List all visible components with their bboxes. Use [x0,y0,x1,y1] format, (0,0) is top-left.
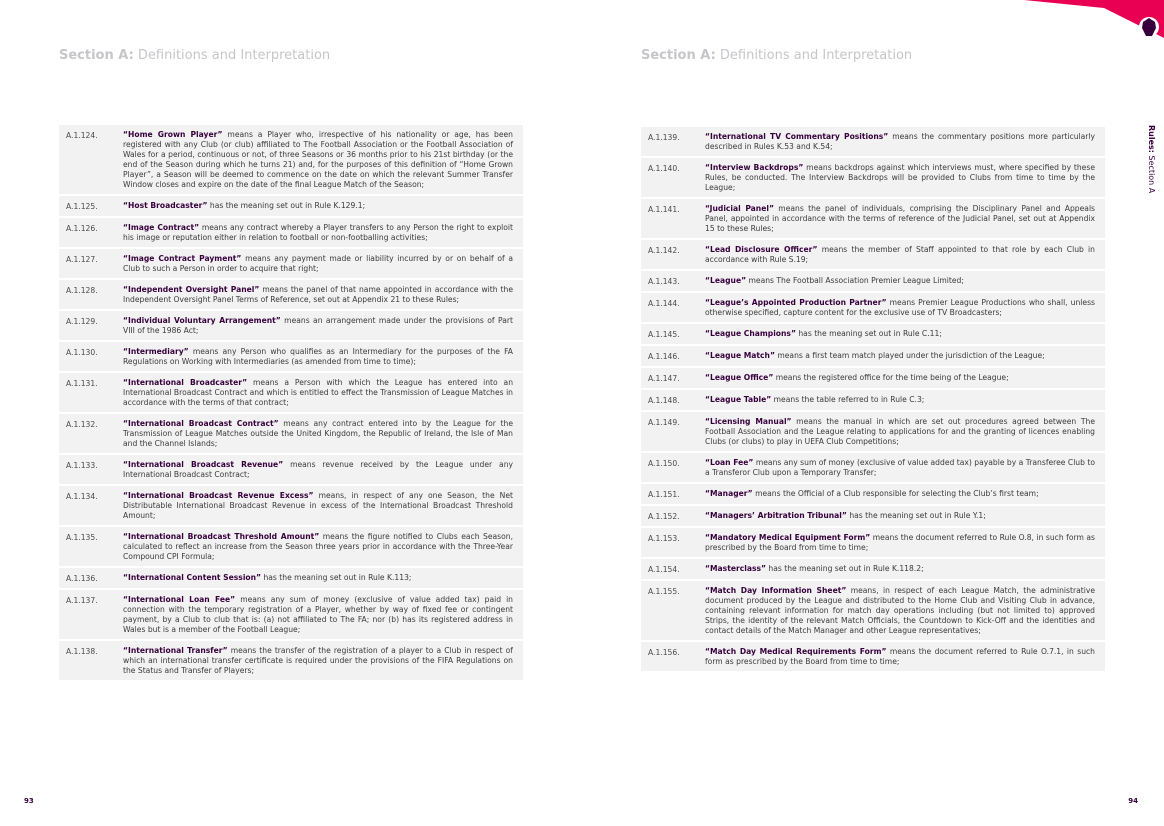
definition-text [705,298,1095,318]
defined-term: “League’s Appointed Production Partner” [705,298,887,307]
defined-term: “International Content Session” [123,573,262,582]
defined-term: “International Broadcast Revenue” [123,460,284,469]
defined-term: “International Transfer” [123,646,228,655]
definition-body: means the Official of a Club responsible for selecting the Club’s first team; [752,489,1039,498]
definition-row [641,293,1105,324]
definition-row [641,453,1105,484]
definition-number: A.1.156. [648,648,680,657]
defined-term: “Match Day Information Sheet” [705,586,847,595]
definition-number: A.1.136. [66,574,98,583]
definition-text [705,586,1095,636]
definition-body: means any sum of money (exclusive of value added tax) paid in connection with the temporary registration of a Player, whether by way of fixed fee or contingent payment, by a Club to club that is: (a) not affiliated to The FA; nor (b) has its registered address in Wales but is a member of the Football League; [123,595,513,634]
definition-text [123,646,513,676]
definition-row [641,390,1105,412]
definition-row [641,158,1105,199]
definition-row [59,527,523,568]
definition-row [641,528,1105,559]
definition-row [59,414,523,455]
definition-body: means the document referred to Rule O.8, in such form as prescribed by the Board from time to time; [705,533,1095,552]
definition-row [641,271,1105,293]
defined-term: “Judicial Panel” [705,204,774,213]
definition-text [705,204,1095,234]
definition-row [59,590,523,641]
definition-text [705,511,1095,522]
definition-row [641,412,1105,453]
defined-term: “Independent Oversight Panel” [123,285,260,294]
definition-body: has the meaning set out in Rule K.129.1; [207,201,366,210]
definition-row [59,455,523,486]
definition-text [123,532,513,562]
defined-term: “League Table” [705,395,772,404]
definition-text [705,395,1095,406]
definition-row [59,486,523,527]
definition-body: means an arrangement made under the provisions of Part VIII of the 1986 Act; [123,316,513,335]
definition-text [705,351,1095,362]
definition-body: means the table referred to in Rule C.3; [771,395,925,404]
defined-term: “Home Grown Player” [123,130,223,139]
defined-term: “Managers’ Arbitration Tribunal” [705,511,847,520]
definition-number: A.1.154. [648,565,680,574]
definition-number: A.1.147. [648,374,680,383]
defined-term: “International Broadcast Contract” [123,419,279,428]
definition-row [641,324,1105,346]
definition-body: means the figure notified to Clubs each Season, calculated to reflect an increase from the Season three years prior in accordance with the Three-Year Compound CPI Formula; [123,532,513,561]
definition-text [123,201,513,212]
definition-number: A.1.142. [648,246,680,255]
definition-row [641,642,1105,671]
definition-number: A.1.129. [66,317,98,326]
definition-body: means a Person with which the League has entered into an International Broadcast Contract and which is entitled to effect the Transmission of League Matches in accordance with the terms of that contract; [123,378,514,407]
definition-body: means the manual in which are set out procedures agreed between The Football Association and the League relating to applications for and the granting of licences enabling Clubs (or clubs) to play in UEFA Club Competitions; [705,417,1096,446]
definition-number: A.1.141. [648,205,680,214]
definition-row [59,280,523,311]
definition-number: A.1.131. [66,379,98,388]
defined-term: “Mandatory Medical Equipment Form” [705,533,871,542]
definition-number: A.1.127. [66,255,98,264]
definition-number: A.1.128. [66,286,98,295]
definition-number: A.1.155. [648,587,680,596]
page-number: 93 [24,797,34,805]
definition-number: A.1.135. [66,533,98,542]
definition-number: A.1.153. [648,534,680,543]
definition-body: has the meaning set out in Rule K.118.2; [765,564,924,573]
definition-body: means, in respect of each League Match, the administrative document produced by the League and distributed to the Home Club and Visiting Club in advance, containing relevant information for match day operations including (but not limited to) approved Strips, the identity of the relevant Match Officials, the Countdown to Kick-Off and the identities and contact details of the Match Manager and other League representatives; [705,586,1095,635]
definition-text [705,245,1095,265]
definition-body: means the member of Staff appointed to that role by each Club in accordance with Rule S.19; [705,245,1095,264]
defined-term: “International Broadcast Revenue Excess” [123,491,314,500]
definition-body: means the panel of that name appointed in accordance with the Independent Oversight Panel Terms of Reference, set out at Appendix 21 to these Rules; [123,285,513,304]
defined-term: “Image Contract Payment” [123,254,242,263]
definition-number: A.1.134. [66,492,98,501]
defined-term: “League Match” [705,351,775,360]
definition-body: means any payment made or liability incurred by or on behalf of a Club to such a Person in order to acquire that right; [123,254,513,273]
definition-row [641,240,1105,271]
definition-body: means the commentary positions more particularly described in Rules K.53 and K.54; [705,132,1095,151]
definitions-table [641,127,1105,671]
definition-number: A.1.146. [648,352,680,361]
definition-row [59,311,523,342]
defined-term: “Licensing Manual” [705,417,792,426]
definition-body: means, in respect of any one Season, the Net Distributable International Broadcast Revenue in excess of the International Broadcast Threshold Amount; [123,491,513,520]
definition-number: A.1.126. [66,224,98,233]
definition-body: means any contract whereby a Player transfers to any Person the right to exploit his image or reputation either in relation to football or non-footballing activities; [123,223,513,242]
defined-term: “League Champions” [705,329,796,338]
defined-term: “Loan Fee” [705,458,754,467]
definition-body: means the registered office for the time being of the League; [773,373,1009,382]
definition-body: means the transfer of the registration of a player to a Club in respect of which an international transfer certificate is required under the provisions of the FIFA Regulations on the Status and Transfer of Players; [123,646,513,675]
definition-text [123,595,513,635]
defined-term: “Interview Backdrops” [705,163,804,172]
definition-number: A.1.148. [648,396,680,405]
definition-number: A.1.150. [648,459,680,468]
definition-text [123,573,513,584]
definition-row [59,641,523,680]
defined-term: “Intermediary” [123,347,189,356]
definition-text [123,130,513,190]
defined-term: “Lead Disclosure Officer” [705,245,818,254]
definition-number: A.1.149. [648,418,680,427]
definition-number: A.1.139. [648,133,680,142]
definition-body: means a first team match played under the jurisdiction of the League; [774,351,1045,360]
definition-text [705,276,1095,287]
definition-number: A.1.151. [648,490,680,499]
definition-number: A.1.137. [66,596,98,605]
definition-text [705,489,1095,500]
defined-term: “International Broadcast Threshold Amount” [123,532,320,541]
corner-decoration [1024,0,1164,60]
definition-number: A.1.138. [66,647,98,656]
definition-text [123,316,513,336]
definition-number: A.1.140. [648,164,680,173]
defined-term: “League Office” [705,373,774,382]
definition-text [123,378,513,408]
definition-body: has the meaning set out in Rule Y.1; [846,511,986,520]
defined-term: “International TV Commentary Positions” [705,132,889,141]
definition-text [705,329,1095,340]
definition-row [641,368,1105,390]
definition-text [705,564,1095,575]
definition-row [59,218,523,249]
defined-term: “Host Broadcaster” [123,201,208,210]
lion-logo-icon [1139,17,1159,37]
definition-text [705,417,1095,447]
section-header: Section A: Definitions and Interpretation [59,48,331,63]
definition-text [705,533,1095,553]
definition-number: A.1.132. [66,420,98,429]
definition-body: means The Football Association Premier League Limited; [746,276,964,285]
definition-text [705,647,1095,667]
definition-body: means revenue received by the League under any International Broadcast Contract; [123,460,513,479]
definition-body: means Premier League Productions who shall, unless otherwise specified, capture content for the exclusive use of TV Broadcasters; [705,298,1095,317]
definition-number: A.1.144. [648,299,680,308]
definition-text [123,254,513,274]
defined-term: “Manager” [705,489,753,498]
definition-body: has the meaning set out in Rule K.113; [261,573,412,582]
defined-term: “International Loan Fee” [123,595,236,604]
definition-number: A.1.133. [66,461,98,470]
defined-term: “Match Day Medical Requirements Form” [705,647,887,656]
definition-number: A.1.152. [648,512,680,521]
definition-number: A.1.143. [648,277,680,286]
definition-body: means the document referred to Rule O.7.1, in such form as prescribed by the Board from time to time; [705,647,1095,666]
definition-body: has the meaning set out in Rule C.11; [795,329,942,338]
definition-text [705,132,1095,152]
definition-text [123,460,513,480]
right-page [582,0,1164,826]
definition-number: A.1.130. [66,348,98,357]
definition-row [641,199,1105,240]
definition-text [123,285,513,305]
definition-row [59,125,523,196]
definitions-table [59,125,523,680]
side-tab: Rules: Section A [1147,125,1156,194]
definition-row [59,373,523,414]
defined-term: “International Broadcaster” [123,378,248,387]
definition-text [123,223,513,243]
definition-text [123,419,513,449]
definition-text [705,373,1095,384]
definition-row [641,506,1105,528]
definition-body: means any sum of money (exclusive of value added tax) payable by a Transferee Club to a Transferor Club upon a Temporary Transfer; [705,458,1095,477]
definition-body: means the panel of individuals, comprising the Disciplinary Panel and Appeals Panel, appointed in accordance with the terms of reference of the Judicial Panel, set out at Appendix 15 to these Rules; [705,204,1096,233]
definition-body: means any Person who qualifies as an Intermediary for the purposes of the FA Regulations on Working with Intermediaries (as amended from time to time); [123,347,513,366]
definition-row [641,484,1105,506]
defined-term: “Image Contract” [123,223,200,232]
definition-row [59,196,523,218]
definition-number: A.1.124. [66,131,98,140]
definition-row [641,127,1105,158]
defined-term: “Masterclass” [705,564,766,573]
definition-number: A.1.145. [648,330,680,339]
definition-body: means any contract entered into by the League for the Transmission of League Matches outside the United Kingdom, the Republic of Ireland, the Isle of Man and the Channel Islands; [123,419,513,448]
defined-term: “League” [705,276,747,285]
section-header: Section A: Definitions and Interpretation [641,48,913,63]
definition-row [641,581,1105,642]
definition-number: A.1.125. [66,202,98,211]
definition-text [705,458,1095,478]
page-number: 94 [1128,797,1138,805]
definition-row [641,559,1105,581]
definition-text [123,347,513,367]
definition-row [641,346,1105,368]
definition-text [705,163,1095,193]
definition-body: means a Player who, irrespective of his nationality or age, has been registered with any Club (or club) affiliated to The Football Association or the Football Association of Wales for a period, continuous or not, of three Seasons or 36 months prior to his 21st birthday (or the end of the Season during which he turns 21) and, for the purposes of this definition of “Home Grown Player”, a Season will be deemed to commence on the date on which the relevant Summer Transfer Window closes and expire on the date of the final League Match of the Season; [123,130,513,189]
definition-row [59,342,523,373]
defined-term: “Individual Voluntary Arrangement” [123,316,281,325]
definition-row [59,568,523,590]
definition-row [59,249,523,280]
definition-body: means backdrops against which interviews must, where specified by these Rules, be conducted. The Interview Backdrops will be provided to Clubs from time to time by the League; [705,163,1095,192]
definition-text [123,491,513,521]
